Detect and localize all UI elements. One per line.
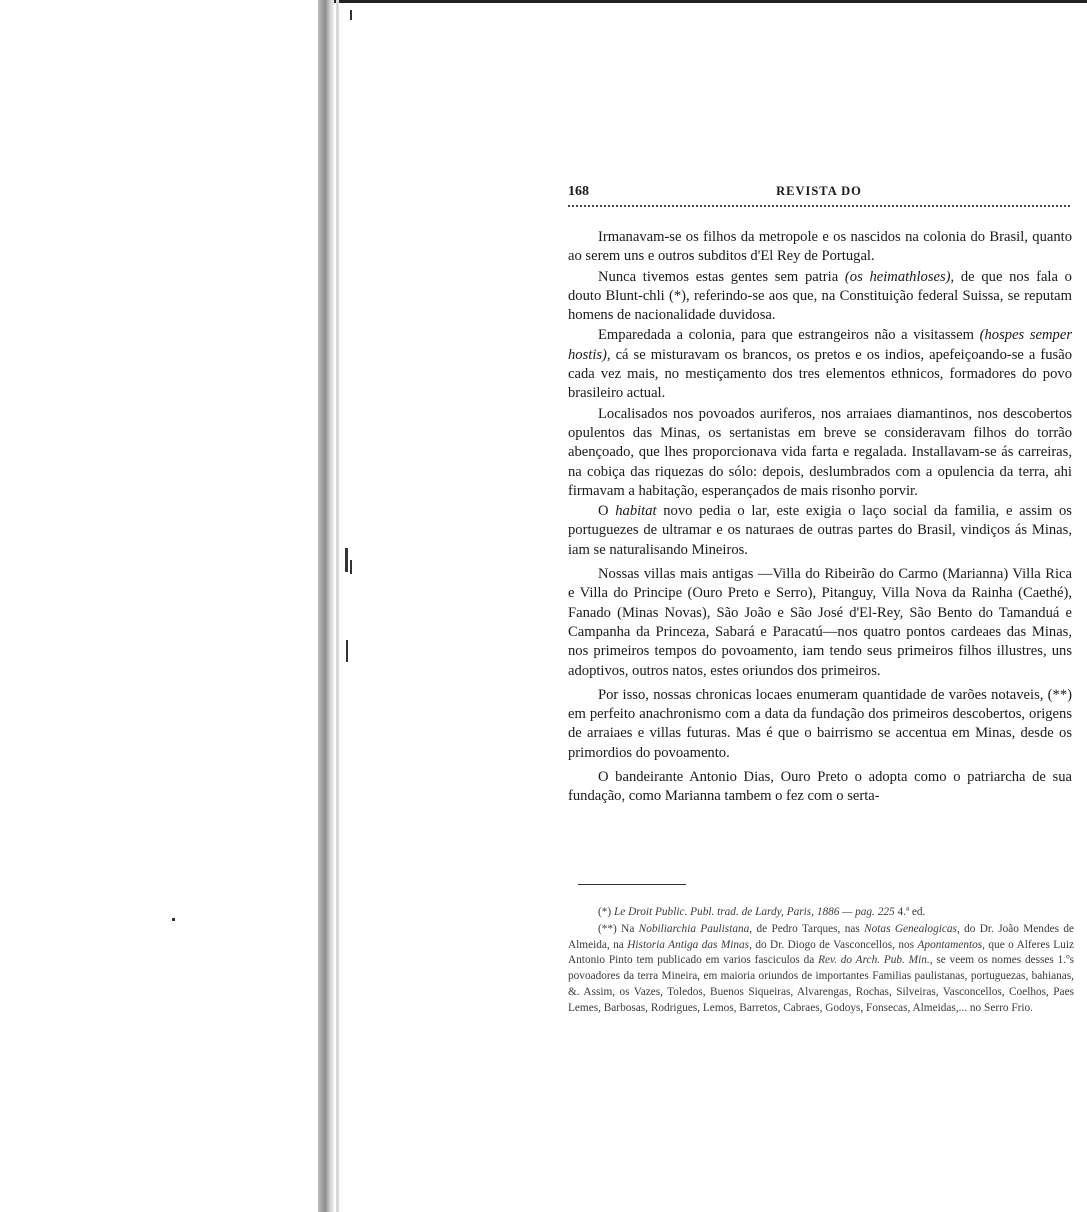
paragraph: Por isso, nossas chronicas locaes enumeram quantidade de varões notaveis, (**) em perfeito anachronismo com a data da fundação dos primeiros descobertos, origens de arraiaes e villas futuras. Mas é que o bairrismo se accentua em Minas, desde os primordios do povoamento. xyxy=(568,686,1072,761)
footnotes xyxy=(568,905,1074,1018)
paragraph: Nunca tivemos estas gentes sem patria (os heimathloses), de que nos fala o douto Blunt-chli (*), referindo-se aos que, na Constituição federal Suissa, se reputam homens de nacionalidade duvidosa. xyxy=(568,268,1072,324)
page-number: 168 xyxy=(568,184,589,199)
scan-speck xyxy=(350,560,352,574)
header-rule xyxy=(568,205,1070,207)
scan-speck xyxy=(345,548,348,572)
running-head: REVISTA DO xyxy=(776,184,862,198)
paragraph: O habitat novo pedia o lar, este exigia o laço social da familia, e assim os portuguezes de ultramar e os naturaes de outras partes do Brasil, vindiços ás Minas, iam se naturalisando Mineiros. xyxy=(568,503,1072,558)
footnote: (**) Na Nobiliarchia Paulistana, de Pedro Tarques, nas Notas Genealogicas, do Dr. João Mendes de Almeida, na Historia Antiga das Minas, do Dr. Diogo de Vasconcellos, nos Apontamentos, que o Alferes Luiz Antonio Pinto tem publicado em varios fasciculos da Rev. do Arch. Pub. Min., se veem os nomes desses 1.ºs povoadores da terra Mineira, em maioria oriundos de importantes Familias paulistanas, portuguezas, bahianas, &. Assim, os Vazes, Toledos, Buenos Siqueiras, Alvarengas, Rochas, Silveiras, Vasconcellos, Coelhos, Paes Lemes, Barbosas, Rodrigues, Lemos, Barretos, Cabraes, Godoys, Fonsecas, Almeidas,... no Serro Frio. xyxy=(568,922,1075,1014)
page-header xyxy=(568,184,1070,202)
gutter-edge xyxy=(336,0,339,1212)
top-edge-rule xyxy=(330,0,1087,3)
scan-speck xyxy=(346,640,348,662)
paragraph: Localisados nos povoados auriferos, nos arraiaes diamantinos, nos descobertos opulentos das Minas, os sertanistas em breve se consideravam filhos do torrão abençoado, que lhes proporcionava vida farta e regalada. Installavam-se ás carreiras, na cobiça das riquezas do sólo: depois, deslumbrados com a opulencia da terra, ahi firmavam a habitação, esperançados de mais risonho porvir. xyxy=(568,405,1072,499)
paragraph: Nossas villas mais antigas —Villa do Ribeirão do Carmo (Marianna) Villa Rica e Villa do Principe (Ouro Preto e Serro), Pitanguy, Villa Nova da Rainha (Caethé), Fanado (Minas Novas), São João e São José d'El-Rey, São Bento do Tamanduá e Campanha da Princeza, Sabará e Paracatú—nos quatro pontos cardeaes das Minas, nos primeiros tempos do povoamento, iam tendo seus primeiros filhos illustres, uns adoptivos, outros natos, estes oriundos dos primeiros. xyxy=(568,566,1072,679)
scan-speck xyxy=(350,10,352,20)
paragraph: Irmanavam-se os filhos da metropole e os nascidos na colonia do Brasil, quanto ao serem uns e outros subditos d'El Rey de Portugal. xyxy=(568,229,1072,265)
book-gutter xyxy=(318,0,334,1212)
footnote: (*) Le Droit Public. Publ. trad. de Lardy, Paris, 1886 — pag. 225 4.ª ed. xyxy=(598,906,926,918)
paragraph: Emparedada a colonia, para que estrangeiros não a visitassem (hospes semper hostis), cá se misturavam os brancos, os pretos e os indios, apefeiçoando-se a fusão cada vez mais, no mestiçamento dos tres elementos ethnicos, formadores do povo brasileiro actual. xyxy=(568,327,1072,402)
paragraph: O bandeirante Antonio Dias, Ouro Preto o adopta como o patriarcha de sua fundação, como Marianna tambem o fez com o serta- xyxy=(568,769,1072,805)
scan-speck xyxy=(172,918,175,921)
footnote-rule xyxy=(578,884,686,885)
body-text xyxy=(568,228,1072,808)
